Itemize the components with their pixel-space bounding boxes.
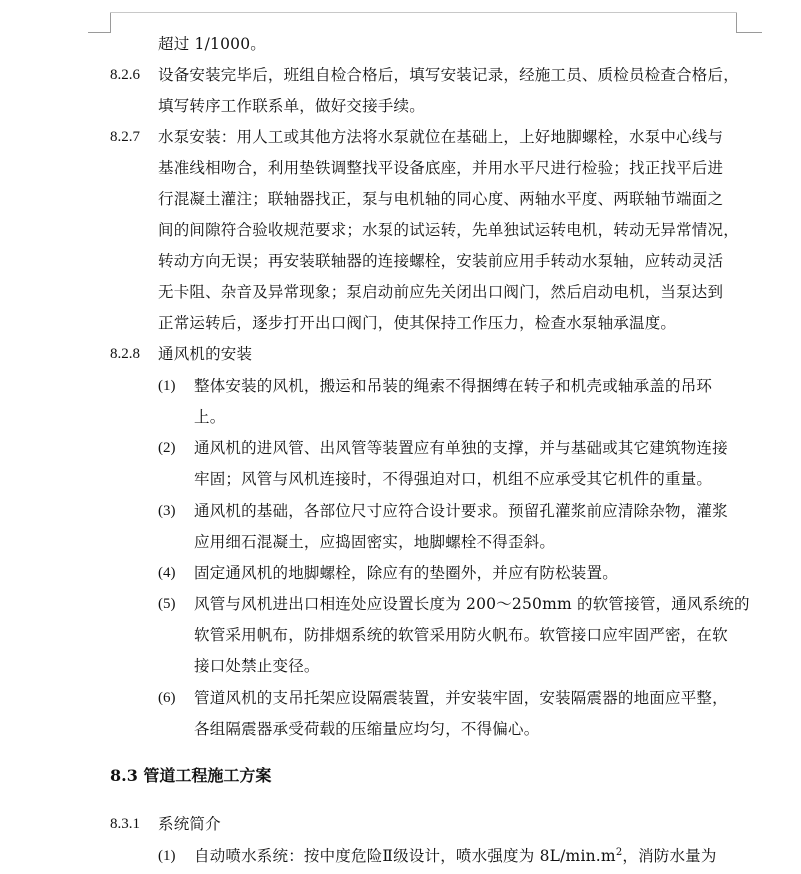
list-item-line: 各组隔震器承受荷载的压缩量应均匀，不得偏心。 — [194, 720, 540, 738]
list-item-marker: (2) — [158, 440, 176, 456]
list-item-line: 固定通风机的地脚螺栓，除应有的垫圈外，并应有防松装置。 — [194, 564, 618, 582]
s826-line-1: 设备安装完毕后，班组自检合格后，填写安装记录，经施工员、质检员检查合格后， — [158, 66, 739, 84]
s827-line-5: 转动方向无误；再安装联轴器的连接螺栓，安装前应用手转动水泵轴，应转动灵活 — [158, 252, 724, 270]
list-item-marker: (4) — [158, 565, 176, 581]
s827-line-2: 基准线相吻合，利用垫铁调整找平设备底座，并用水平尺进行检验；找正找平后进 — [158, 159, 724, 177]
s827-line-6: 无卡阻、杂音及异常现象；泵启动前应先关闭出口阀门，然后启动电机，当泵达到 — [158, 283, 724, 301]
s831-item-1-text-before: 自动喷水系统：按中度危险Ⅱ级设计，喷水强度为 8L/min.m — [194, 847, 616, 865]
list-item-line: 上。 — [194, 408, 226, 426]
header-top-rule — [110, 12, 737, 13]
list-item-marker: (1) — [158, 378, 176, 394]
section-number-8-3-1: 8.3.1 — [110, 816, 140, 832]
section-number-8-2-7: 8.2.7 — [110, 129, 140, 145]
s827-line-3: 行混凝土灌注；联轴器找正，泵与电机轴的同心度、两轴水平度、两联轴节端面之 — [158, 190, 724, 208]
list-item-marker: (1) — [158, 848, 176, 864]
list-item-marker: (6) — [158, 690, 176, 706]
s826-line-2: 填写转序工作联系单，做好交接手续。 — [158, 97, 425, 115]
crop-mark-left-horizontal — [88, 32, 111, 33]
list-item-line: 牢固；风管与风机连接时，不得强迫对口，机组不应承受其它机件的重量。 — [194, 470, 713, 488]
s827-line-7: 正常运转后，逐步打开出口阀门，使其保持工作压力，检查水泵轴承温度。 — [158, 314, 677, 332]
list-item-marker: (5) — [158, 596, 176, 612]
s827-line-4: 间的间隙符合验收规范要求；水泵的试运转，先单独试运转电机，转动无异常情况， — [158, 221, 739, 239]
section-heading-8-3: 8.3 管道工程施工方案 — [110, 766, 272, 785]
s827-line-1: 水泵安装：用人工或其他方法将水泵就位在基础上，上好地脚螺栓，水泵中心线与 — [158, 128, 724, 146]
s831-item-1-text-after: ，消防水量为 — [622, 847, 717, 865]
superscript: 2 — [615, 846, 623, 858]
s831-item-1-line — [194, 846, 717, 866]
list-item-line: 应用细石混凝土，应捣固密实，地脚螺栓不得歪斜。 — [194, 533, 556, 551]
crop-mark-left-vertical — [110, 12, 111, 33]
list-item-line: 管道风机的支吊托架应设隔震装置，并安装牢固，安装隔震器的地面应平整， — [194, 689, 728, 707]
section-number-8-2-6: 8.2.6 — [110, 67, 140, 83]
s828-title: 通风机的安装 — [158, 345, 253, 363]
list-item-line: 接口处禁止变径。 — [194, 657, 320, 675]
crop-mark-right-horizontal — [736, 32, 762, 33]
list-item-line: 整体安装的风机，搬运和吊装的绳索不得捆缚在转子和机壳或轴承盖的吊环 — [194, 377, 713, 395]
list-item-line: 风管与风机进出口相连处应设置长度为 200～250mm 的软管接管，通风系统的 — [194, 595, 750, 613]
list-item-line: 通风机的进风管、出风管等装置应有单独的支撑，并与基础或其它建筑物连接 — [194, 439, 728, 457]
list-item-marker: (3) — [158, 503, 176, 519]
continuation-line: 超过 1/1000。 — [158, 35, 266, 53]
s831-title: 系统简介 — [158, 815, 221, 833]
list-item-line: 软管采用帆布，防排烟系统的软管采用防火帆布。软管接口应牢固严密，在软 — [194, 626, 728, 644]
section-number-8-2-8: 8.2.8 — [110, 346, 140, 362]
list-item-line: 通风机的基础，各部位尺寸应符合设计要求。预留孔灌浆前应清除杂物，灌浆 — [194, 502, 728, 520]
crop-mark-right-vertical — [736, 12, 737, 33]
